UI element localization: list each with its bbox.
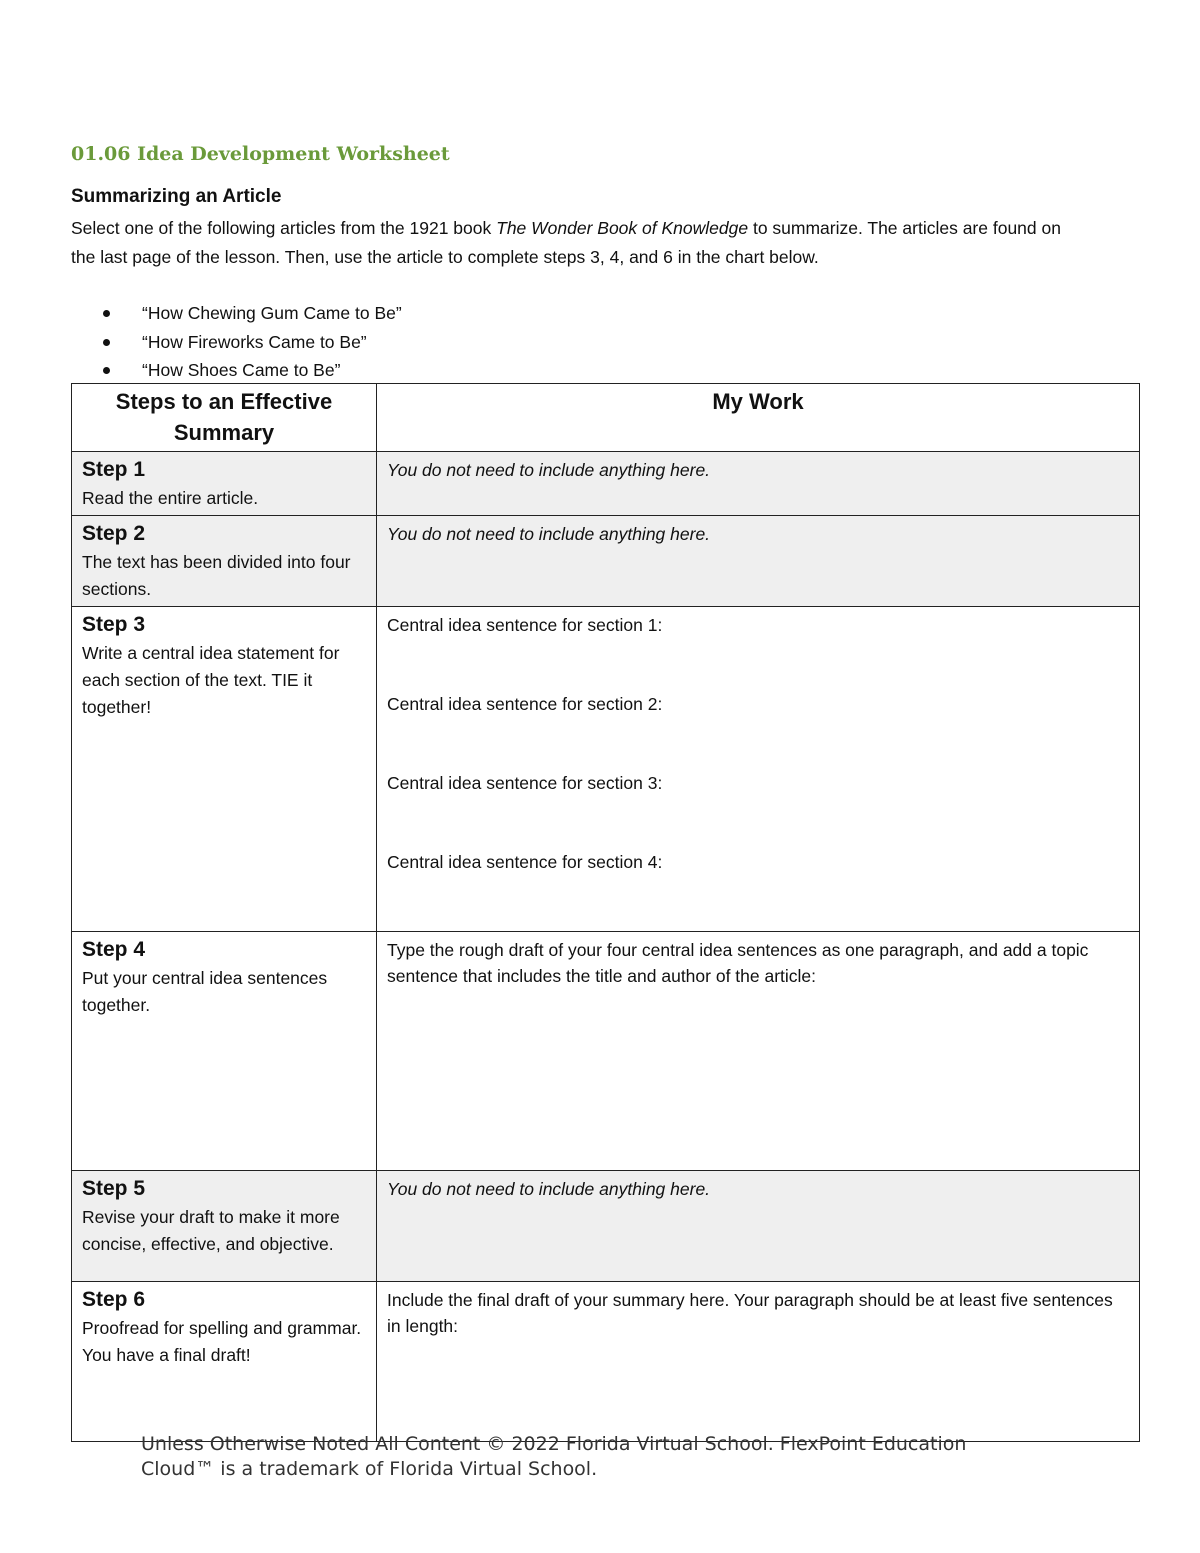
work-prompt: Include the final draft of your summary here. Your paragraph should be at least five sentences in length: xyxy=(387,1290,1113,1336)
bullet-icon xyxy=(103,339,110,346)
work-cell[interactable] xyxy=(377,1282,1140,1442)
work-cell[interactable] xyxy=(377,932,1140,1171)
table-header-row xyxy=(72,384,1140,452)
summary-steps-table xyxy=(71,383,1140,1442)
work-cell xyxy=(377,1171,1140,1282)
step-description: The text has been divided into four sections. xyxy=(82,552,351,599)
article-title: “How Shoes Came to Be” xyxy=(142,360,341,380)
article-title: “How Fireworks Came to Be” xyxy=(142,331,367,352)
work-cell xyxy=(377,516,1140,607)
document-title: 01.06 Idea Development Worksheet xyxy=(71,143,450,165)
intro-text-1: Select one of the following articles from the 1921 book xyxy=(71,218,497,238)
step-description: Put your central idea sentences together. xyxy=(82,968,328,1015)
article-title: “How Chewing Gum Came to Be” xyxy=(142,303,402,323)
step-description: Write a central idea statement for each section of the text. TIE it together! xyxy=(82,643,340,717)
step-label: Step 1 xyxy=(82,458,146,481)
step-cell xyxy=(72,1171,377,1282)
central-idea-prompt: Central idea sentence for section 2: xyxy=(387,694,663,714)
central-idea-prompt: Central idea sentence for section 1: xyxy=(387,615,663,635)
table-row-step-4 xyxy=(72,932,1140,1171)
work-cell xyxy=(377,452,1140,516)
central-idea-prompt: Central idea sentence for section 3: xyxy=(387,773,663,793)
book-title: The Wonder Book of Knowledge xyxy=(496,218,749,238)
table-row-step-5 xyxy=(72,1171,1140,1282)
work-prompt: Type the rough draft of your four central idea sentences as one paragraph, and add a topic sentence that includes the title and author of the article: xyxy=(387,940,1089,986)
step-cell xyxy=(72,932,377,1171)
article-item xyxy=(71,356,402,385)
step-label: Step 6 xyxy=(82,1288,146,1311)
bullet-icon xyxy=(103,310,110,317)
bullet-icon xyxy=(103,367,110,374)
table-row-step-1 xyxy=(72,452,1140,516)
intro-text-2: to summarize. The articles are found on the last page of the lesson. Then, use the article to complete steps 3, 4, and 6 in the chart below. xyxy=(71,218,1061,267)
step-label: Step 4 xyxy=(82,938,146,961)
table-row-step-2 xyxy=(72,516,1140,607)
header-my-work: My Work xyxy=(377,384,1140,452)
step-label: Step 2 xyxy=(82,522,146,545)
intro-paragraph xyxy=(71,214,1071,272)
step-label: Step 3 xyxy=(82,613,146,636)
article-list xyxy=(71,299,402,385)
copyright-footer: Unless Otherwise Noted All Content © 2022 Florida Virtual School. FlexPoint Education Cloud™ is a trademark of Florida Virtual School. xyxy=(141,1433,967,1480)
work-note: You do not need to include anything here. xyxy=(387,1179,711,1199)
step-label: Step 5 xyxy=(82,1177,146,1200)
step-cell xyxy=(72,607,377,932)
central-idea-prompt: Central idea sentence for section 4: xyxy=(387,852,663,872)
article-item xyxy=(71,328,402,357)
table-row-step-6 xyxy=(72,1282,1140,1442)
step-description: Read the entire article. xyxy=(82,488,259,508)
article-item xyxy=(71,299,402,328)
step-cell xyxy=(72,452,377,516)
step-cell xyxy=(72,1282,377,1442)
work-cell[interactable] xyxy=(377,607,1140,932)
work-note: You do not need to include anything here. xyxy=(387,460,711,480)
step-cell xyxy=(72,516,377,607)
step-description: Revise your draft to make it more concise, effective, and objective. xyxy=(82,1207,340,1254)
section-heading: Summarizing an Article xyxy=(71,186,282,207)
table-row-step-3 xyxy=(72,607,1140,932)
header-steps: Steps to an Effective Summary xyxy=(72,384,377,452)
step-description: Proofread for spelling and grammar. You have a final draft! xyxy=(82,1318,362,1365)
work-note: You do not need to include anything here. xyxy=(387,524,711,544)
